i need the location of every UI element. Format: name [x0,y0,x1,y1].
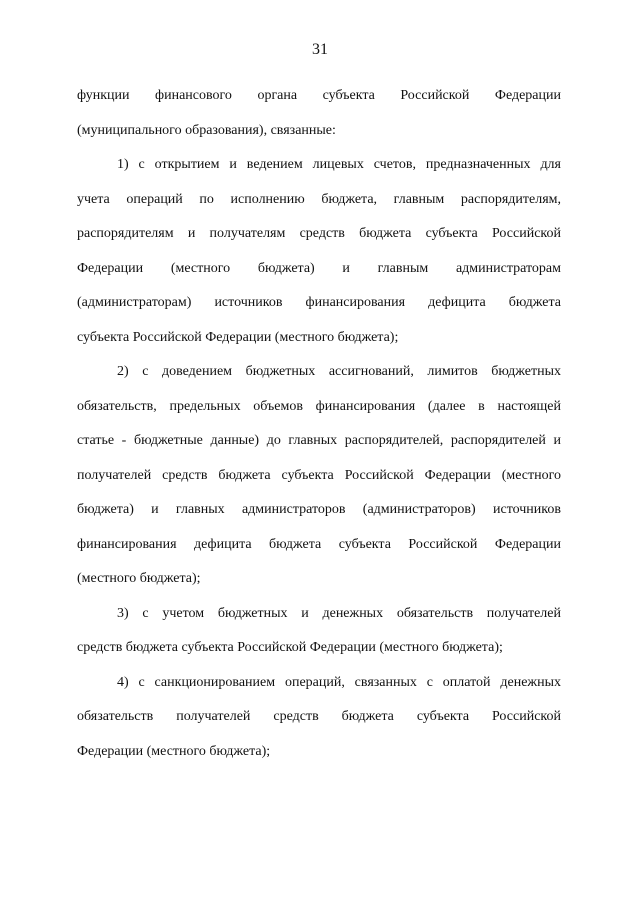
text-line: (муниципального образования), связанные: [77,122,336,138]
text-line: функции финансового органа субъекта Российской Федерации [77,88,561,103]
text-line: обязательств, предельных объемов финансирования (далее в настоящей [77,398,561,414]
text-line: (администраторам) источников финансирования дефицита бюджета [77,295,561,310]
text-line: бюджета) и главных администраторов (администраторов) источников [77,502,561,517]
text-line: 3) с учетом бюджетных и денежных обязательств получателей [117,605,561,621]
text-line: распорядителям и получателям средств бюджета субъекта Российской [77,226,561,241]
text-line: средств бюджета субъекта Российской Федерации (местного бюджета); [77,640,503,655]
text-line: статье - бюджетные данные) до главных распорядителей, распорядителей и [77,433,561,448]
page-number: 31 [312,41,328,58]
text-line: 2) с доведением бюджетных ассигнований, лимитов бюджетных [117,364,561,379]
text-line: учета операций по исполнению бюджета, главным распорядителям, [77,191,561,207]
paragraph [77,666,561,770]
text-line: 4) с санкционированием операций, связанных с оплатой денежных [117,674,561,690]
text-line: 1) с открытием и ведением лицевых счетов, предназначенных для [117,157,561,172]
paragraph [77,79,561,148]
text-line: Федерации (местного бюджета); [77,743,271,759]
paragraph [77,148,561,355]
paragraph [77,355,561,597]
body-text [77,79,561,769]
text-line: субъекта Российской Федерации (местного бюджета); [77,329,399,345]
text-line: финансирования дефицита бюджета субъекта Российской Федерации [77,536,561,552]
text-line: обязательств получателей средств бюджета субъекта Российской [77,709,561,724]
text-line: (местного бюджета); [77,571,201,586]
text-line: получателей средств бюджета субъекта Российской Федерации (местного [77,467,561,483]
paragraph [77,597,561,666]
text-line: Федерации (местного бюджета) и главным администраторам [77,260,561,276]
